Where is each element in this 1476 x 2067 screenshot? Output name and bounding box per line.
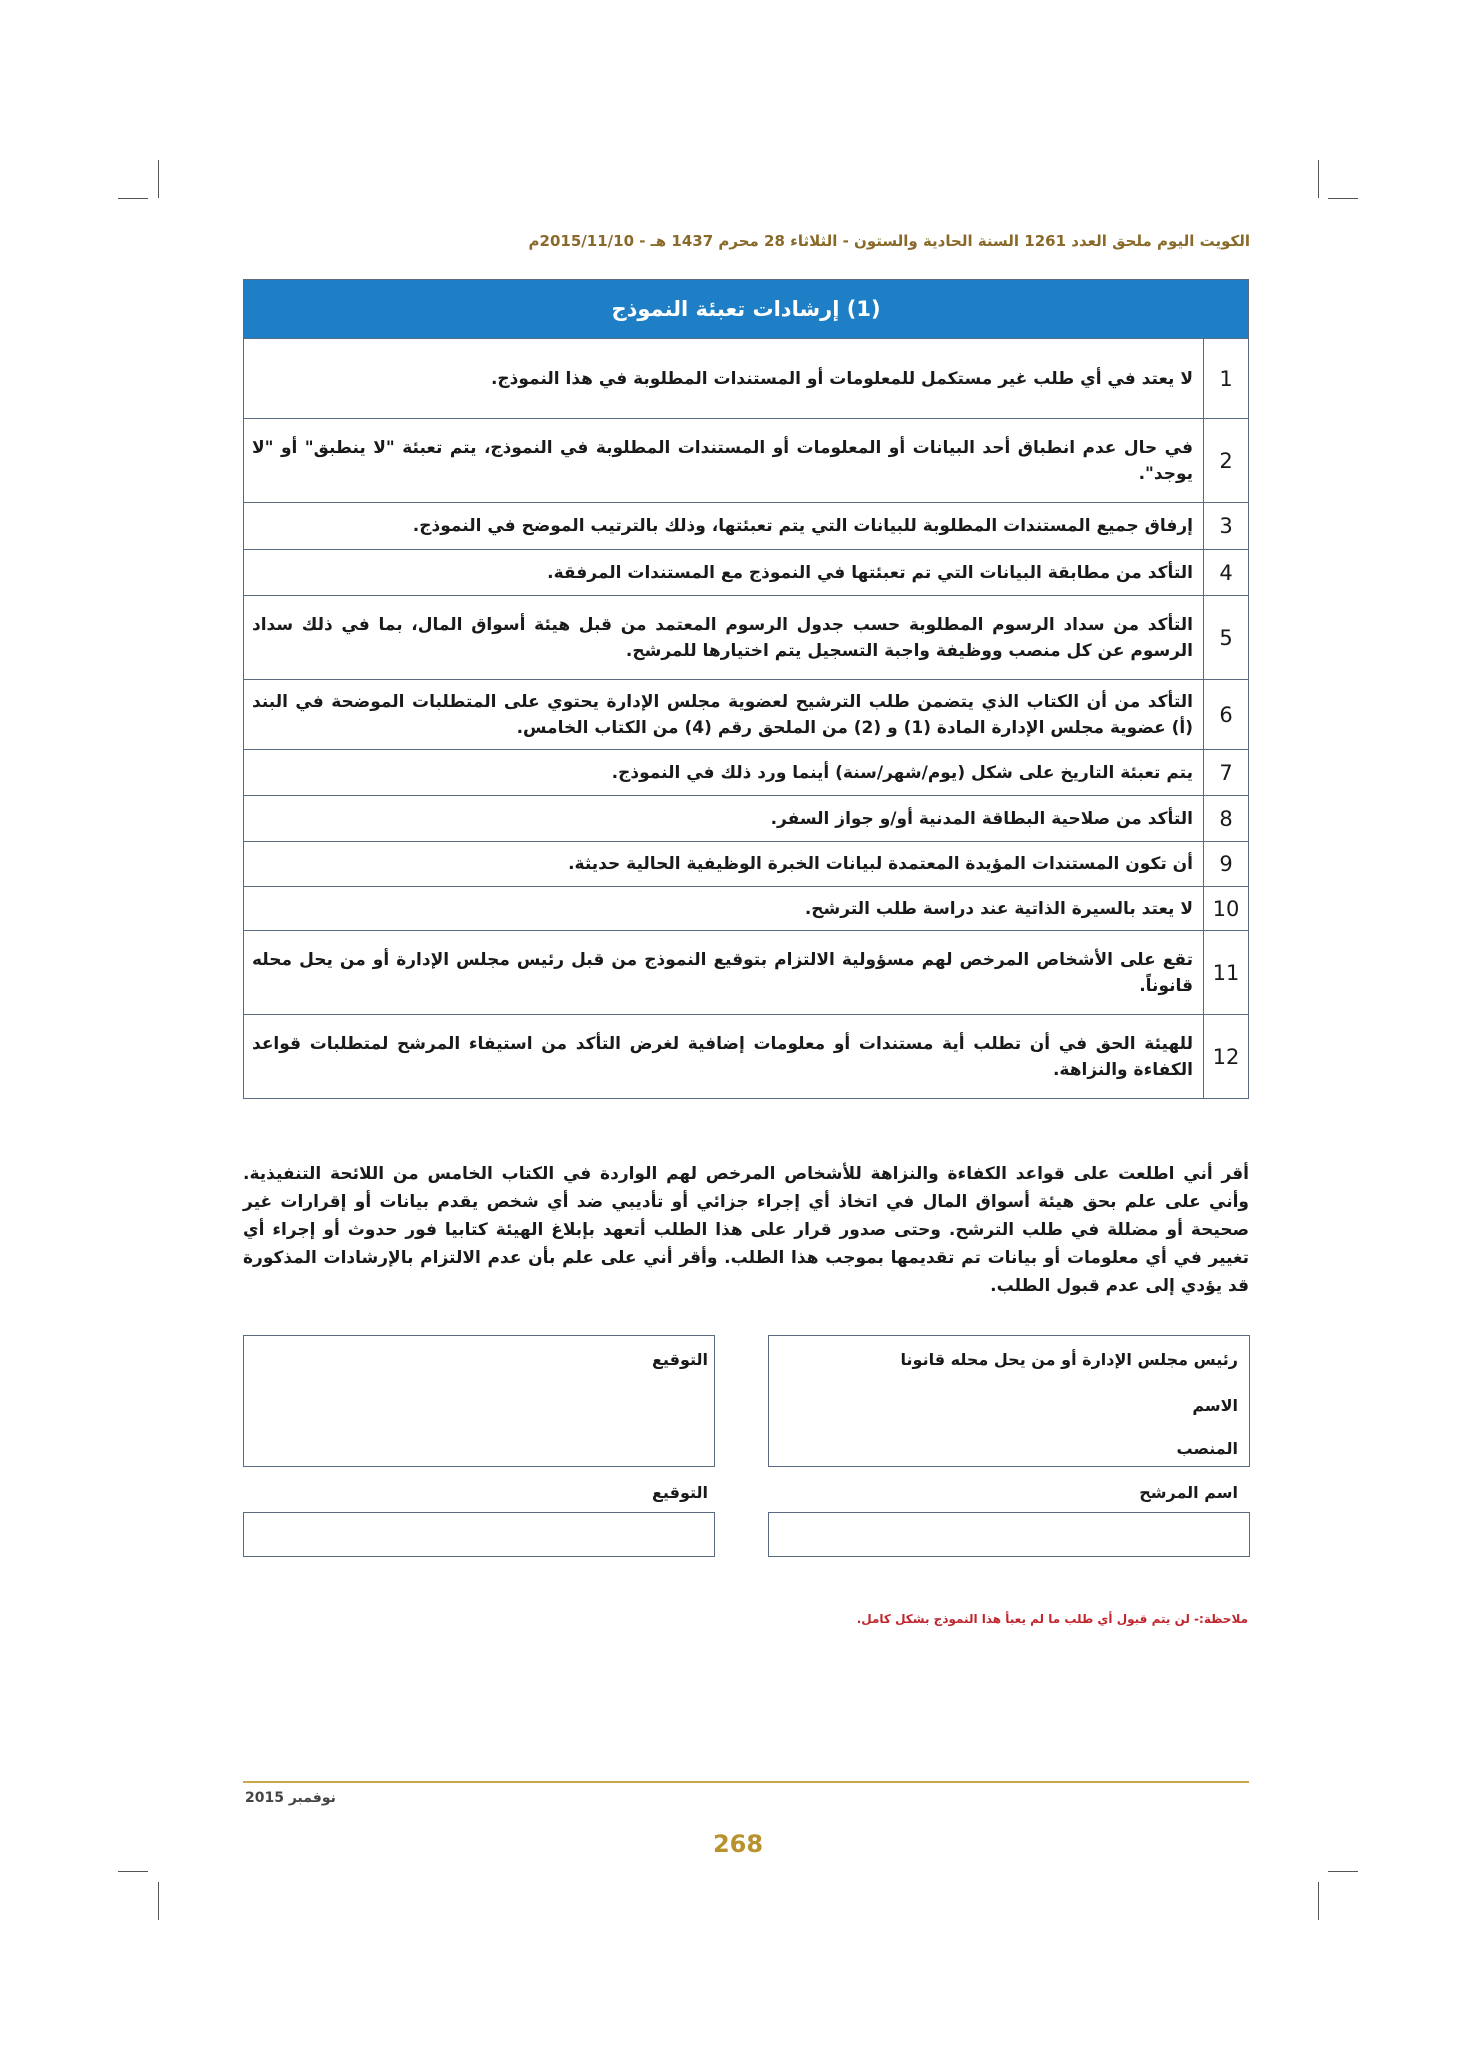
signature-box[interactable] — [243, 1335, 715, 1467]
crop-mark — [1328, 1871, 1358, 1872]
chairman-label: رئيس مجلس الإدارة أو من يحل محله قانونا — [900, 1350, 1238, 1369]
page-number: 268 — [712, 1830, 764, 1858]
crop-mark — [158, 1882, 159, 1920]
footer-divider — [243, 1781, 1249, 1783]
item-number: 5 — [1204, 596, 1249, 680]
item-text: للهيئة الحق في أن تطلب أية مستندات أو معلومات إضافية لغرض التأكد من استيفاء المرشح لمتطلبات قواعد الكفاءة والنزاهة. — [244, 1015, 1204, 1099]
item-number: 10 — [1204, 887, 1249, 931]
crop-mark — [118, 1871, 148, 1872]
publication-header: الكويت اليوم ملحق العدد 1261 السنة الحادية والستون - الثلاثاء 28 محرم 1437 هـ - 2015/11/10م — [528, 232, 1250, 250]
item-text: لا يعتد في أي طلب غير مستكمل للمعلومات أو المستندات المطلوبة في هذا النموذج. — [244, 339, 1204, 419]
crop-mark — [158, 160, 159, 198]
signature-label: التوقيع — [652, 1483, 708, 1502]
item-text: لا يعتد بالسيرة الذاتية عند دراسة طلب الترشح. — [244, 887, 1204, 931]
crop-mark — [1328, 198, 1358, 199]
item-text: التأكد من سداد الرسوم المطلوبة حسب جدول الرسوم المعتمد من قبل هيئة أسواق المال، بما في ذلك سداد الرسوم عن كل منصب ووظيفة واجبة التسجيل يتم اختيارها للمرشح. — [244, 596, 1204, 680]
item-number: 8 — [1204, 796, 1249, 842]
item-number: 12 — [1204, 1015, 1249, 1099]
item-number: 1 — [1204, 339, 1249, 419]
footer-date: نوفمبر 2015 — [245, 1790, 336, 1806]
item-text: التأكد من أن الكتاب الذي يتضمن طلب الترشيح لعضوية مجلس الإدارة يحتوي على المتطلبات الموضحة في البند (أ) عضوية مجلس الإدارة المادة (1) و (2) من الملحق رقم (4) من الكتاب الخامس. — [244, 680, 1204, 750]
candidate-signature-field[interactable] — [243, 1512, 715, 1557]
item-text: في حال عدم انطباق أحد البيانات أو المعلومات أو المستندات المطلوبة في النموذج، يتم تعبئة "لا ينطبق" أو "لا يوجد". — [244, 419, 1204, 503]
item-text: تقع على الأشخاص المرخص لهم مسؤولية الالتزام بتوقيع النموذج من قبل رئيس مجلس الإدارة أو من يحل محله قانوناً. — [244, 931, 1204, 1015]
crop-mark — [118, 198, 148, 199]
crop-mark — [1318, 160, 1319, 198]
declaration-text: أقر أني اطلعت على قواعد الكفاءة والنزاهة للأشخاص المرخص لهم الواردة في الكتاب الخامس من اللائحة التنفيذية. وأني على علم بحق هيئة أسواق المال في اتخاذ أي إجراء جزائي أو تأديبي ضد أي شخص يقدم بيانات أو إقرارات غير صحيحة أو مضللة في طلب الترشح. وحتى صدور قرار على هذا الطلب أتعهد بإبلاغ الهيئة كتابيا فور حدوث أو إجراء أي تغيير في أي معلومات أو بيانات تم تقديمها بموجب هذا الطلب. وأقر أني على علم بأن عدم الالتزام بالإرشادات المذكورة قد يؤدي إلى عدم قبول الطلب. — [243, 1164, 1249, 1296]
item-number: 4 — [1204, 550, 1249, 596]
item-text: يتم تعبئة التاريخ على شكل (يوم/شهر/سنة) أينما ورد ذلك في النموذج. — [244, 750, 1204, 796]
instructions-table — [243, 279, 1249, 1099]
item-number: 7 — [1204, 750, 1249, 796]
item-number: 2 — [1204, 419, 1249, 503]
instructions-title: (1) إرشادات تعبئة النموذج — [244, 280, 1249, 339]
crop-mark — [1318, 1882, 1319, 1920]
item-text: التأكد من صلاحية البطاقة المدنية أو/و جواز السفر. — [244, 796, 1204, 842]
name-label: الاسم — [1192, 1396, 1238, 1415]
candidate-name-label: اسم المرشح — [1139, 1483, 1238, 1502]
item-text: أن تكون المستندات المؤيدة المعتمدة لبيانات الخبرة الوظيفية الحالية حديثة. — [244, 842, 1204, 887]
position-label: المنصب — [1176, 1439, 1238, 1458]
item-text: إرفاق جميع المستندات المطلوبة للبيانات التي يتم تعبئتها، وذلك بالترتيب الموضح في النموذج. — [244, 503, 1204, 550]
item-number: 11 — [1204, 931, 1249, 1015]
note-text: ملاحظة:- لن يتم قبول أي طلب ما لم يعبأ هذا النموذج بشكل كامل. — [856, 1612, 1248, 1626]
candidate-name-field[interactable] — [768, 1512, 1250, 1557]
item-number: 9 — [1204, 842, 1249, 887]
item-number: 3 — [1204, 503, 1249, 550]
item-text: التأكد من مطابقة البيانات التي تم تعبئتها في النموذج مع المستندات المرفقة. — [244, 550, 1204, 596]
item-number: 6 — [1204, 680, 1249, 750]
signature-label: التوقيع — [652, 1350, 708, 1369]
